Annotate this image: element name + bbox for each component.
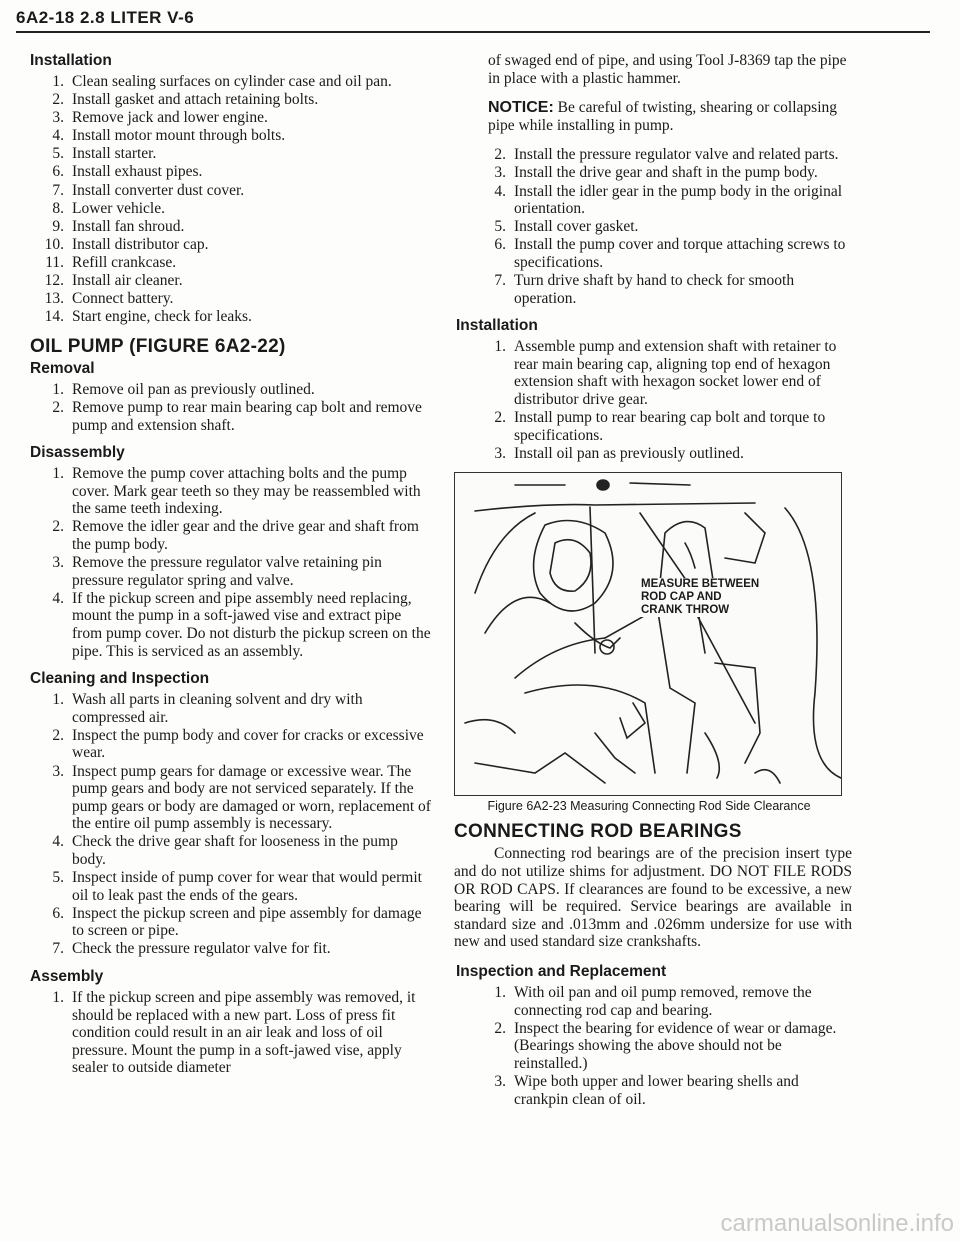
list-item-number: 2. xyxy=(52,518,64,536)
section-title-rod-bearings: CONNECTING ROD BEARINGS xyxy=(454,821,742,843)
list-item-text: Install starter. xyxy=(72,145,157,163)
notice-text: Be careful of twisting, shearing or collapsing pipe while installing in pump. xyxy=(488,99,838,134)
list-item-text: Remove oil pan as previously outlined. xyxy=(72,380,315,398)
list-item-text: Lower vehicle. xyxy=(72,199,165,217)
list-item xyxy=(30,145,432,163)
list-item xyxy=(472,1073,852,1108)
list-item xyxy=(472,409,852,444)
left-column xyxy=(30,52,432,1087)
list-item xyxy=(30,554,432,589)
list-item xyxy=(30,691,432,726)
list-item-number: 7. xyxy=(52,181,64,199)
list-item-text: Inspect pump gears for damage or excessive wear. The pump gears and body are not serviced separately. If the pump gears or body are damaged or worn, replacement of the entire oil pump assembly is necessary. xyxy=(72,762,431,833)
list-item xyxy=(30,590,432,660)
installation-list xyxy=(30,73,432,326)
list-item xyxy=(30,127,432,145)
list-item xyxy=(30,91,432,109)
list-item xyxy=(30,272,432,290)
list-item xyxy=(472,164,852,182)
list-item-text: Install distributor cap. xyxy=(72,235,209,253)
list-item-text: Install the idler gear in the pump body in the original orientation. xyxy=(514,182,843,218)
rod-bearings-text: Connecting rod bearings are of the precision insert type and do not utilize shims for adjustment. DO NOT FILE RODS OR ROD CAPS. If clearances are found to be excessive, a new bearing will be required. Service bearings are available in standard size and .013mm and .026mm undersize for use with new and used standard size crankshafts. xyxy=(454,845,852,951)
list-item xyxy=(30,73,432,91)
list-item-number: 3. xyxy=(52,762,64,780)
list-item-text: Install motor mount through bolts. xyxy=(72,127,286,145)
inspection-list xyxy=(472,984,852,1108)
list-item-number: 1. xyxy=(52,73,64,90)
list-item-number: 7. xyxy=(494,272,506,290)
list-item-number: 3. xyxy=(494,164,506,182)
list-item-number: 5. xyxy=(494,218,506,236)
list-item-text: Install oil pan as previously outlined. xyxy=(514,444,744,462)
list-item-text: Inspect the bearing for evidence of wear or damage. (Bearings showing the above should not be reinstalled.) xyxy=(514,1019,837,1072)
section-heading-cleaning: Cleaning and Inspection xyxy=(30,670,210,688)
list-item-text: Install cover gasket. xyxy=(514,218,639,236)
list-item-number: 12. xyxy=(44,272,64,290)
list-item-number: 4. xyxy=(52,589,64,607)
list-item xyxy=(30,465,432,518)
engine-illustration xyxy=(455,473,841,795)
list-item-number: 2. xyxy=(52,726,64,744)
figure-caption: Figure 6A2-23 Measuring Connecting Rod Side Clearance xyxy=(487,799,811,814)
section-heading-assembly: Assembly xyxy=(30,968,104,986)
list-item-text: Clean sealing surfaces on cylinder case and oil pan. xyxy=(72,73,392,90)
list-item-number: 11. xyxy=(45,253,64,271)
list-item xyxy=(30,833,432,868)
list-item xyxy=(472,445,852,463)
list-item-text: Remove jack and lower engine. xyxy=(72,109,268,127)
list-item xyxy=(472,236,852,271)
list-item xyxy=(30,163,432,181)
list-item xyxy=(30,218,432,236)
list-item-number: 6. xyxy=(494,236,506,254)
watermark: carmanualsonline.info xyxy=(720,1210,954,1237)
list-item-text: Connect battery. xyxy=(72,290,174,308)
section-heading-inspection: Inspection and Replacement xyxy=(456,962,667,980)
list-item-text: Install fan shroud. xyxy=(72,217,185,235)
list-item xyxy=(472,183,852,218)
removal-list xyxy=(30,381,432,434)
list-item-number: 2. xyxy=(494,409,506,427)
list-item-text: Install the pump cover and torque attaching screws to specifications. xyxy=(514,236,846,271)
list-item-text: Install air cleaner. xyxy=(72,272,183,290)
list-item-text: Wipe both upper and lower bearing shells and crankpin clean of oil. xyxy=(514,1072,799,1108)
figure-rod-side-clearance xyxy=(454,472,842,796)
list-item xyxy=(30,200,432,218)
list-item-text: Check the drive gear shaft for looseness in the pump body. xyxy=(72,833,398,868)
right-column xyxy=(454,52,852,1118)
list-item-number: 13. xyxy=(44,290,64,308)
section-heading-installation: Installation xyxy=(30,52,112,69)
list-item-text: Turn drive shaft by hand to check for smooth operation. xyxy=(514,272,795,307)
list-item xyxy=(30,236,432,254)
list-item-number: 1. xyxy=(494,983,506,1001)
list-item xyxy=(472,272,852,307)
list-item-number: 1. xyxy=(52,465,64,483)
list-item xyxy=(30,763,432,833)
list-item xyxy=(30,308,432,326)
list-item xyxy=(30,109,432,127)
list-item xyxy=(30,518,432,553)
list-item-text: With oil pan and oil pump removed, remove the connecting rod cap and bearing. xyxy=(514,983,812,1019)
list-item-text: Install pump to rear bearing cap bolt and torque to specifications. xyxy=(514,409,826,444)
list-item-text: Assemble pump and extension shaft with retainer to rear main bearing cap, aligning top end of hexagon extension shaft with hexagon socket lower end of distributor drive gear. xyxy=(514,338,837,408)
list-item-text: If the pickup screen and pipe assembly was removed, it should be replaced with a new part. Loss of press fit condition could result in an air leak and loss of oil pressure. Mount the pump in a soft-jawed vise, apply sealer to outside diameter xyxy=(72,989,416,1077)
list-item-text: Install exhaust pipes. xyxy=(72,163,203,181)
list-item-text: Install the pressure regulator valve and related parts. xyxy=(514,146,839,164)
list-item-number: 1. xyxy=(52,691,64,709)
list-item xyxy=(30,254,432,272)
list-item xyxy=(30,182,432,200)
list-item-text: Remove the idler gear and the drive gear and shaft from the pump body. xyxy=(72,518,419,553)
list-item-text: Inspect the pickup screen and pipe assembly for damage to screen or pipe. xyxy=(72,904,422,940)
list-item-number: 6. xyxy=(52,904,64,922)
cleaning-list xyxy=(30,691,432,958)
page-header xyxy=(16,8,930,33)
list-item-number: 2. xyxy=(52,398,64,416)
list-item-text: Remove the pressure regulator valve retaining pin pressure regulator spring and valve. xyxy=(72,554,382,589)
list-item xyxy=(472,338,852,408)
page-header-title: 6A2-18 2.8 LITER V-6 xyxy=(16,8,195,27)
list-item-text: Refill crankcase. xyxy=(72,253,177,271)
list-item xyxy=(30,989,432,1077)
list-item xyxy=(472,1020,852,1073)
list-item-text: Remove the pump cover attaching bolts and the pump cover. Mark gear teeth so they may be reassembled with the same teeth indexing. xyxy=(72,465,421,518)
list-item xyxy=(472,984,852,1019)
list-item xyxy=(472,218,852,236)
list-item-number: 4. xyxy=(52,127,64,145)
list-item-number: 10. xyxy=(44,235,64,253)
list-item-text: Inspect inside of pump cover for wear that would permit oil to leak past the ends of the gears. xyxy=(72,869,422,904)
section-heading-disassembly: Disassembly xyxy=(30,444,125,462)
list-item xyxy=(30,290,432,308)
list-item-number: 4. xyxy=(52,833,64,851)
list-item-text: Check the pressure regulator valve for fit. xyxy=(72,940,331,958)
list-item-number: 3. xyxy=(52,109,64,127)
notice-paragraph xyxy=(488,99,852,134)
list-item-number: 4. xyxy=(494,182,506,200)
list-item-number: 5. xyxy=(52,145,64,163)
list-item-number: 7. xyxy=(52,940,64,958)
disassembly-list xyxy=(30,465,432,660)
callout-line-3: CRANK THROW xyxy=(641,604,730,617)
callout-line-2: ROD CAP AND xyxy=(641,591,722,604)
section-title-oil-pump: OIL PUMP (FIGURE 6A2-22) xyxy=(30,335,286,357)
list-item xyxy=(30,727,432,762)
list-item-text: Inspect the pump body and cover for cracks or excessive wear. xyxy=(72,726,424,762)
list-item-text: Install converter dust cover. xyxy=(72,181,245,199)
list-item-number: 6. xyxy=(52,163,64,181)
callout-line-1: MEASURE BETWEEN xyxy=(641,578,760,591)
list-item xyxy=(30,905,432,940)
list-item-number: 3. xyxy=(494,444,506,462)
list-item-number: 1. xyxy=(494,338,506,356)
list-item-number: 1. xyxy=(52,989,64,1007)
section-heading-installation-2: Installation xyxy=(456,317,538,335)
list-item-text: Remove pump to rear main bearing cap bolt and remove pump and extension shaft. xyxy=(72,398,422,434)
list-item-text: Install gasket and attach retaining bolts. xyxy=(72,91,319,109)
section-heading-removal: Removal xyxy=(30,359,95,377)
list-item xyxy=(30,399,432,434)
continuation-text: of swaged end of pipe, and using Tool J-8369 tap the pipe in place with a plastic hammer. xyxy=(488,52,847,87)
list-item-number: 2. xyxy=(494,1019,506,1037)
list-item-number: 5. xyxy=(52,869,64,887)
list-item xyxy=(30,940,432,958)
assembly-steps-list xyxy=(472,146,852,307)
list-item-text: If the pickup screen and pipe assembly need replacing, mount the pump in a soft-jawed vise and extract pipe from pump cover. Do not disturb the pickup screen on the pipe. This is serviced as an assembly. xyxy=(72,589,431,660)
list-item-number: 2. xyxy=(52,91,64,109)
list-item xyxy=(30,869,432,904)
figure-callout xyxy=(639,578,761,617)
list-item-number: 14. xyxy=(44,308,64,326)
list-item-number: 3. xyxy=(52,554,64,572)
assembly-list xyxy=(30,989,432,1077)
list-item-text: Wash all parts in cleaning solvent and dry with compressed air. xyxy=(72,691,363,726)
list-item-number: 8. xyxy=(52,199,64,217)
list-item-number: 1. xyxy=(52,380,64,398)
list-item-text: Install the drive gear and shaft in the pump body. xyxy=(514,164,818,182)
notice-label: NOTICE: xyxy=(488,99,554,117)
list-item-text: Start engine, check for leaks. xyxy=(72,308,252,326)
installation-2-list xyxy=(472,338,852,462)
list-item-number: 9. xyxy=(52,217,64,235)
list-item-number: 3. xyxy=(494,1072,506,1090)
list-item xyxy=(30,381,432,399)
list-item xyxy=(472,146,852,164)
list-item-number: 2. xyxy=(494,146,506,164)
